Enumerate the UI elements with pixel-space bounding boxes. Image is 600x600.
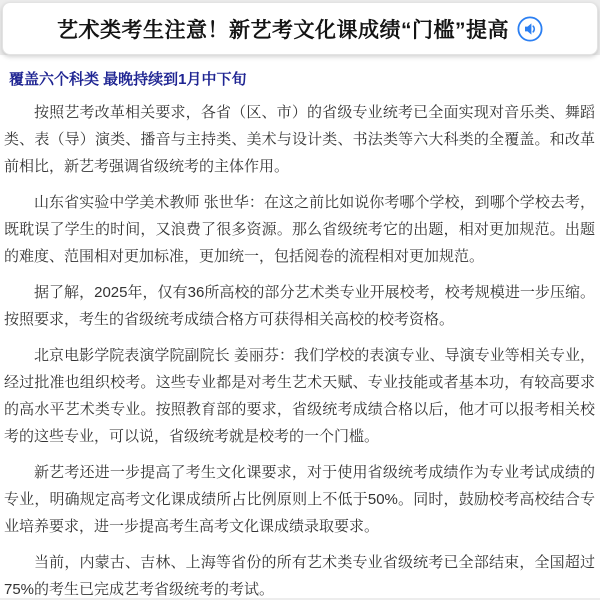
article-paragraphs xyxy=(4,99,595,598)
article-header xyxy=(2,2,598,55)
article-subtitle: 覆盖六个科类 最晚持续到1月中下旬 xyxy=(9,71,247,88)
article-paragraph: 按照艺考改革相关要求，各省（区、市）的省级专业统考已全面实现对音乐类、舞蹈类、表（导）演类、播音与主持类、美术与设计类、书法类等六大科类的全覆盖。和改革前相比，新艺考强调省级统考的主体作用。 xyxy=(4,104,595,175)
article-body xyxy=(0,55,600,598)
article-paragraph: 北京电影学院表演学院副院长 姜丽芬：我们学校的表演专业、导演专业等相关专业，经过批准也组织校考。这些专业都是对考生艺术天赋、专业技能或者基本功，有较高要求的高水平艺术类专业。按照教育部的要求，省级统考成绩合格以后，他才可以报考相关校考的这些专业，可以说，省级统考就是校考的一个门槛。 xyxy=(4,347,595,445)
article-title: 艺术类考生注意！新艺考文化课成绩“门槛”提高 xyxy=(57,18,509,42)
news-article-page xyxy=(0,2,600,600)
article-paragraph: 据了解，2025年，仅有36所高校的部分艺术类专业开展校考，校考规模进一步压缩。按照要求，考生的省级统考成绩合格方可获得相关高校的校考资格。 xyxy=(4,284,595,328)
article-paragraph: 新艺考还进一步提高了考生文化课要求，对于使用省级统考成绩作为专业考试成绩的专业，明确规定高考文化课成绩所占比例原则上不低于50%。同时，鼓励校考高校结合专业培养要求，进一步提高考生高考文化课成绩录取要求。 xyxy=(4,464,595,535)
article-paragraph: 山东省实验中学美术教师 张世华：在这之前比如说你考哪个学校，到哪个学校去考，既耽误了学生的时间，又浪费了很多资源。那么省级统考它的出题，相对更加规范。出题的难度、范围相对更加标准，更加统一，包括阅卷的流程相对更加规范。 xyxy=(4,194,595,265)
audio-play-button[interactable] xyxy=(517,16,543,42)
speaker-icon xyxy=(517,16,543,42)
article-paragraph: 当前，内蒙古、吉林、上海等省份的所有艺术类专业省级统考已全部结束，全国超过75%的考生已完成艺考省级统考的考试。 xyxy=(4,554,595,598)
